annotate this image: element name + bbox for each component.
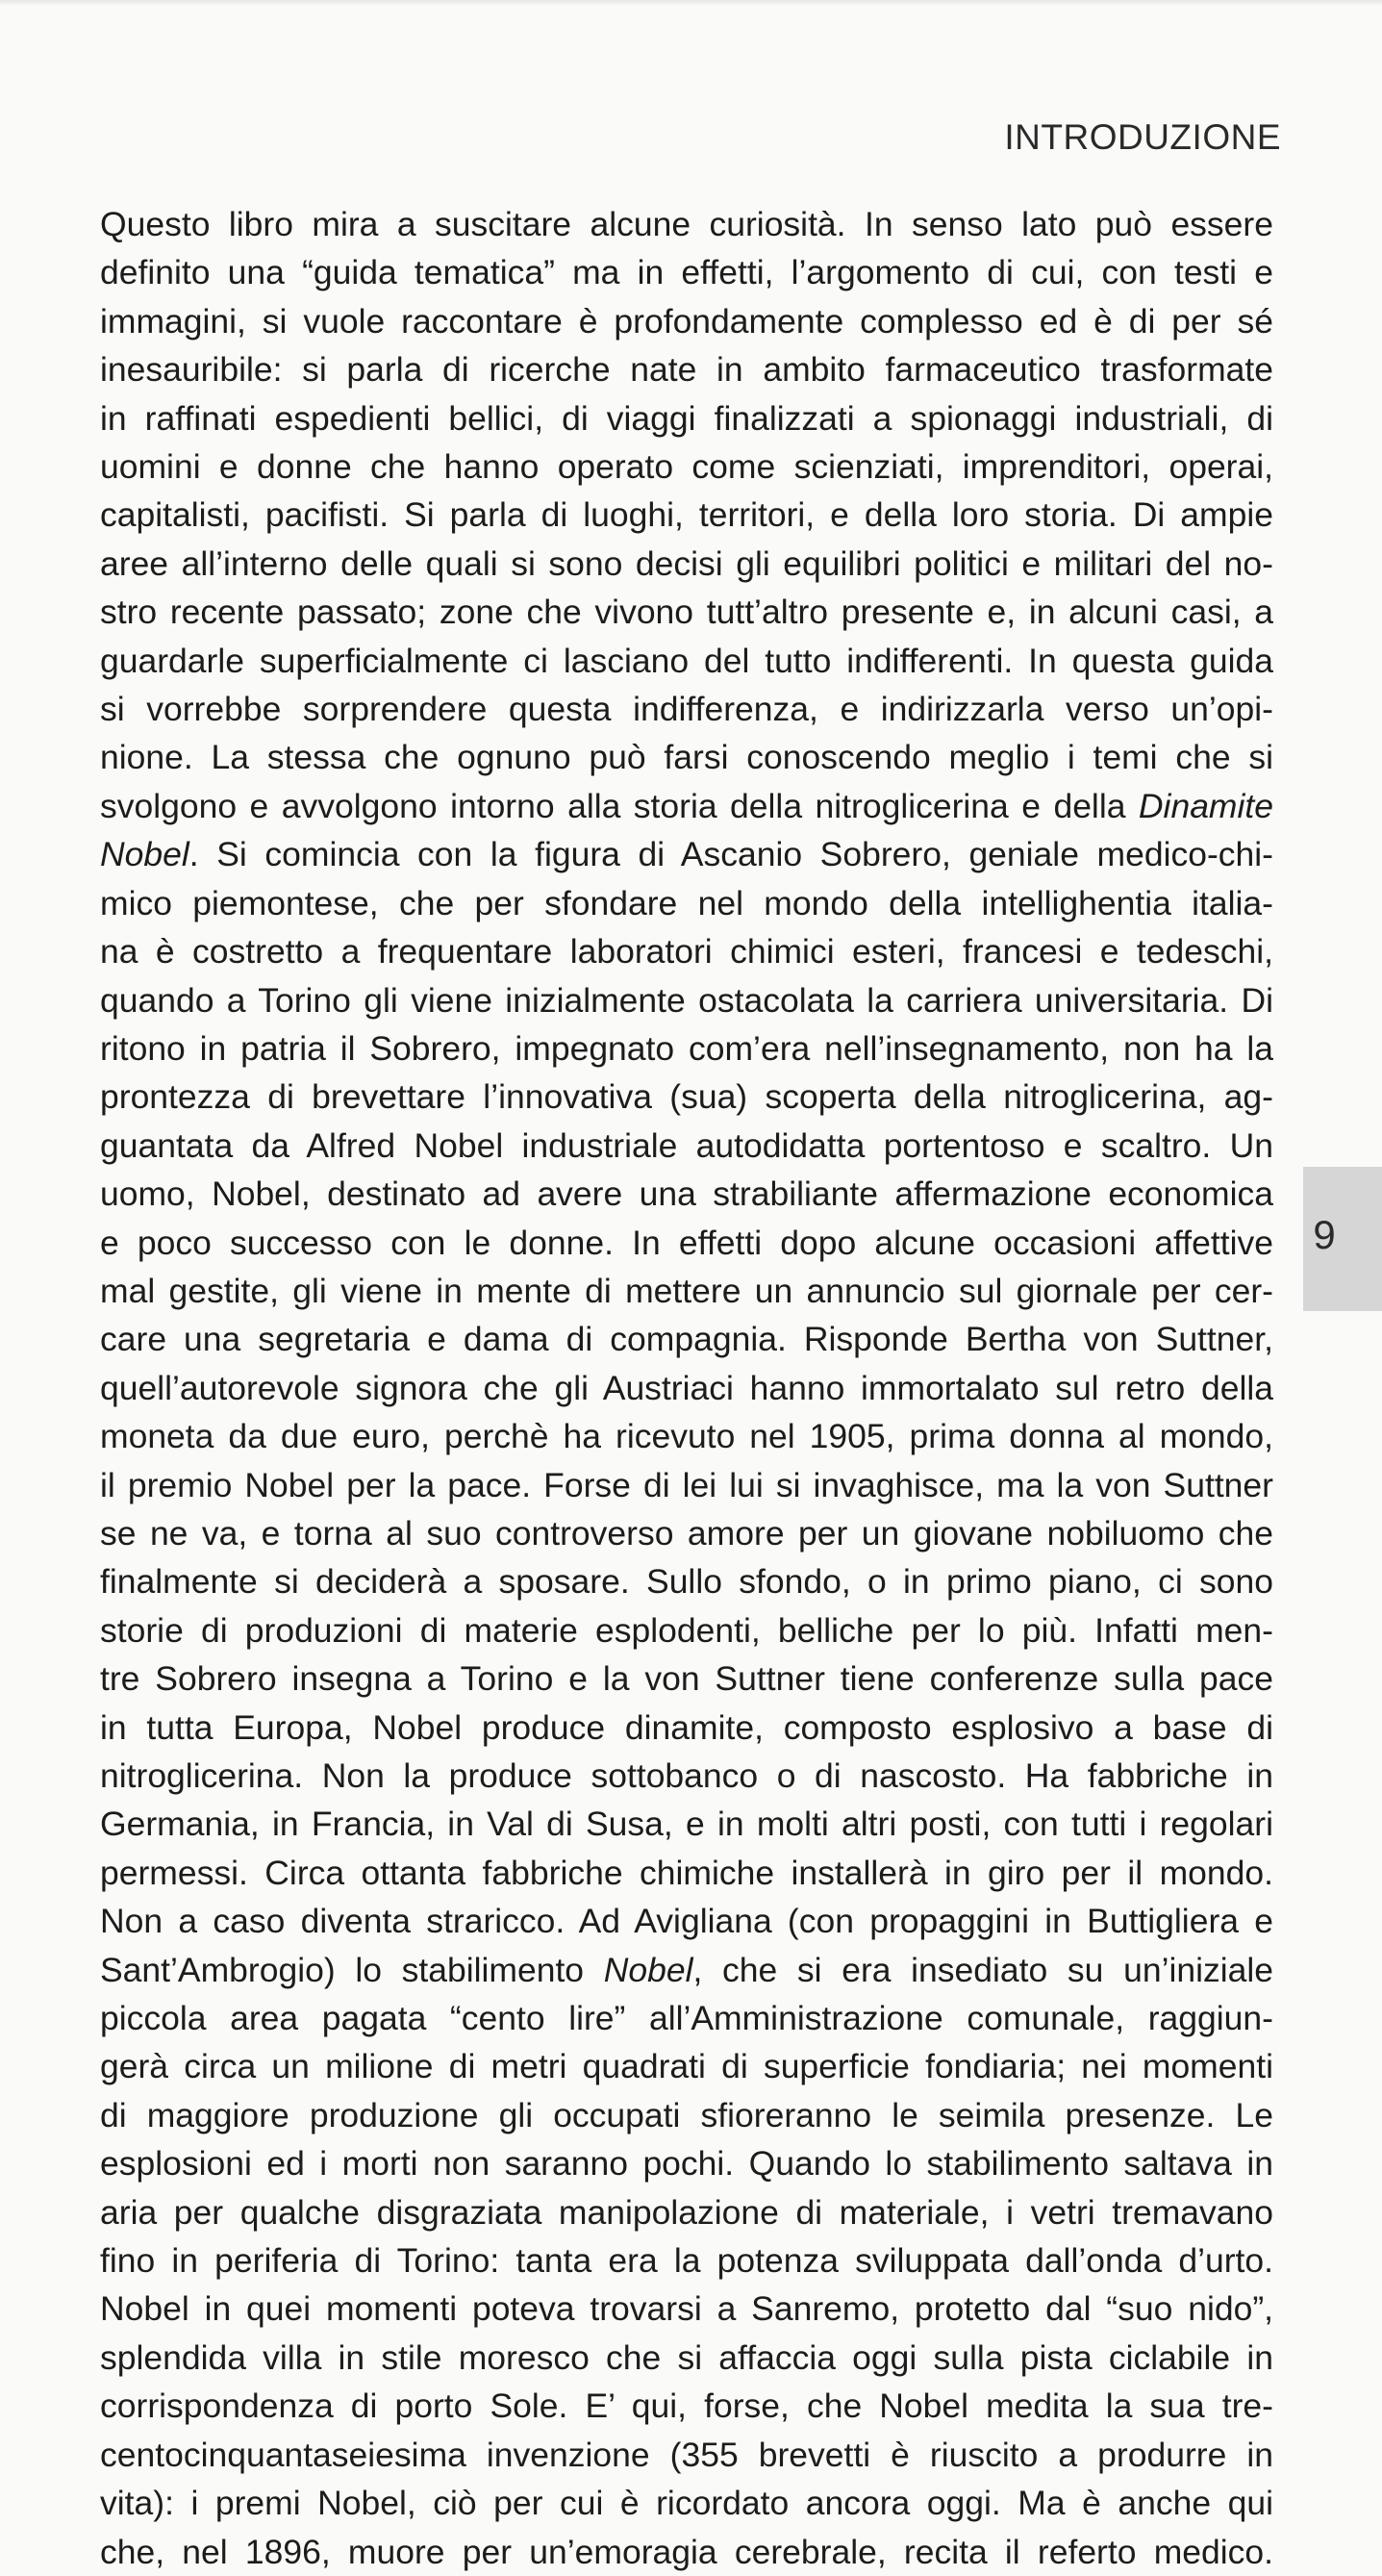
text-line-38: piccola area pagata “cento lire” all’Amministrazione comunale, raggiun- bbox=[100, 1999, 1273, 2038]
text-line-29: finalmente si deciderà a sposare. Sullo sfondo, o in primo piano, ci sono bbox=[100, 1562, 1273, 1602]
text-line-21: uomo, Nobel, destinato ad avere una strabiliante affermazione economica bbox=[100, 1174, 1273, 1214]
text-line-18: ritono in patria il Sobrero, impegnato com’era nell’insegnamento, non ha la bbox=[100, 1028, 1273, 1068]
text-line-44: Nobel in quei momenti poteva trovarsi a Sanremo, protetto dal “suo nido”, bbox=[100, 2289, 1273, 2329]
text-line-47: centocinquantaseiesima invenzione (355 brevetti è riuscito a produrre in bbox=[100, 2435, 1273, 2474]
text-line-45: splendida villa in stile moresco che si affaccia oggi sulla pista ciclabile in bbox=[100, 2337, 1273, 2377]
italic-nobel-first: Nobel bbox=[100, 835, 189, 874]
text-line-25: quell’autorevole signora che gli Austriaci hanno immortalato sul retro della bbox=[100, 1368, 1273, 1407]
text-line-9: stro recente passato; zone che vivono tutt’altro presente e, in alcuni casi, a bbox=[100, 593, 1273, 632]
text-line-27: il premio Nobel per la pace. Forse di lei lui si invaghisce, ma la von Suttner bbox=[100, 1465, 1273, 1504]
text-line-37 bbox=[100, 1946, 1273, 1994]
text-line-19: prontezza di brevettare l’innovativa (sua) scoperta della nitroglicerina, ag- bbox=[100, 1077, 1273, 1117]
text-line-32: in tutta Europa, Nobel produce dinamite, composto esplosivo a base di bbox=[100, 1707, 1273, 1747]
italic-dinamite: Dinamite bbox=[1138, 786, 1273, 825]
text-line-7: capitalisti, pacifisti. Si parla di luoghi, territori, e della loro storia. Di ampie bbox=[100, 495, 1273, 535]
text-line-15: mico piemontese, che per sfondare nel mondo della intellighentia italia- bbox=[100, 883, 1273, 922]
text-line-20: guantata da Alfred Nobel industriale autodidatta portentoso e scaltro. Un bbox=[100, 1125, 1273, 1165]
text-line-49: che, nel 1896, muore per un’emoragia cerebrale, recita il referto medico. bbox=[100, 2532, 1273, 2571]
text-line-12: nione. La stessa che ognuno può farsi conoscendo meglio i temi che si bbox=[100, 738, 1273, 777]
text-line-3: immagini, si vuole raccontare è profondamente complesso ed è di per sé bbox=[100, 301, 1273, 341]
text-line-13-main: svolgono e avvolgono intorno alla storia della nitroglicerina e della bbox=[100, 786, 1126, 825]
text-line-33: nitroglicerina. Non la produce sottobanco o di nascosto. Ha fabbriche in bbox=[100, 1756, 1273, 1795]
text-line-6: uomini e donne che hanno operato come scienziati, imprenditori, operai, bbox=[100, 447, 1273, 487]
text-line-14 bbox=[100, 830, 1273, 878]
text-line-16: na è costretto a frequentare laboratori chimici esteri, francesi e tedeschi, bbox=[100, 932, 1273, 972]
text-line-11: si vorrebbe sorprendere questa indifferenza, e indirizzarla verso un’opi- bbox=[100, 690, 1273, 729]
text-line-28: se ne va, e torna al suo controverso amore per un giovane nobiluomo che bbox=[100, 1513, 1273, 1553]
text-line-36: Non a caso diventa straricco. Ad Avigliana (con propaggini in Buttigliera e bbox=[100, 1902, 1273, 1941]
text-line-26: moneta da due euro, perchè ha ricevuto nel 1905, prima donna al mondo, bbox=[100, 1417, 1273, 1456]
text-line-13 bbox=[100, 782, 1273, 830]
text-line-39: gerà circa un milione di metri quadrati di superficie fondiaria; nei momenti bbox=[100, 2047, 1273, 2086]
text-line-40: di maggiore produzione gli occupati sfioreranno le seimila presenze. Le bbox=[100, 2095, 1273, 2134]
text-line-17: quando a Torino gli viene inizialmente ostacolata la carriera universitaria. Di bbox=[100, 980, 1273, 1020]
text-line-43: fino in periferia di Torino: tanta era la potenza sviluppata dall’onda d’urto. bbox=[100, 2241, 1273, 2281]
text-line-34: Germania, in Francia, in Val di Susa, e in molti altri posti, con tutti i regolari bbox=[100, 1805, 1273, 1844]
text-line-46: corrispondenza di porto Sole. E’ qui, forse, che Nobel medita la sua tre- bbox=[100, 2387, 1273, 2426]
text-line-14-main: . Si comincia con la figura di Ascanio Sobrero, geniale medico-chi- bbox=[188, 835, 1273, 874]
text-line-4: inesauribile: si parla di ricerche nate in ambito farmaceutico trasformate bbox=[100, 350, 1273, 390]
text-line-37-main: Sant’Ambrogio) lo stabilimento bbox=[100, 1950, 585, 1989]
running-header-title: INTRODUZIONE bbox=[1004, 117, 1281, 157]
text-line-2: definito una “guida tematica” ma in effetti, l’argomento di cui, con testi e bbox=[100, 253, 1273, 292]
text-line-5: in raffinati espedienti bellici, di viaggi finalizzati a spionaggi industriali, di bbox=[100, 398, 1273, 438]
body-paragraph bbox=[100, 200, 1273, 2576]
italic-nobel-second: Nobel bbox=[603, 1950, 693, 1989]
text-line-10: guardarle superficialmente ci lasciano del tutto indifferenti. In questa guida bbox=[100, 641, 1273, 680]
text-line-37-end: , che si era insediato su un’iniziale bbox=[692, 1950, 1273, 1989]
text-line-41: esplosioni ed i morti non saranno pochi. Quando lo stabilimento saltava in bbox=[100, 2144, 1273, 2184]
text-line-42: aria per qualche disgraziata manipolazione di materiale, i vetri tremavano bbox=[100, 2192, 1273, 2232]
page-number: 9 bbox=[1313, 1212, 1336, 1257]
text-line-23: mal gestite, gli viene in mente di mettere un annuncio sul giornale per cer- bbox=[100, 1271, 1273, 1310]
text-line-35: permessi. Circa ottanta fabbriche chimiche installerà in giro per il mondo. bbox=[100, 1853, 1273, 1892]
text-line-22: e poco successo con le donne. In effetti dopo alcune occasioni affettive bbox=[100, 1223, 1273, 1262]
text-line-24: care una segretaria e dama di compagnia. Risponde Bertha von Suttner, bbox=[100, 1320, 1273, 1359]
text-line-8: aree all’interno delle quali si sono decisi gli equilibri politici e militari del no- bbox=[100, 543, 1273, 583]
text-line-30: storie di produzioni di materie esplodenti, belliche per lo più. Infatti men- bbox=[100, 1610, 1273, 1650]
page-top-edge bbox=[0, 0, 1382, 6]
text-line-48: vita): i premi Nobel, ciò per cui è ricordato ancora oggi. Ma è anche qui bbox=[100, 2484, 1273, 2523]
text-line-31: tre Sobrero insegna a Torino e la von Suttner tiene conferenze sulla pace bbox=[100, 1659, 1273, 1699]
text-line-1: Questo libro mira a suscitare alcune curiosità. In senso lato può essere bbox=[100, 205, 1273, 243]
